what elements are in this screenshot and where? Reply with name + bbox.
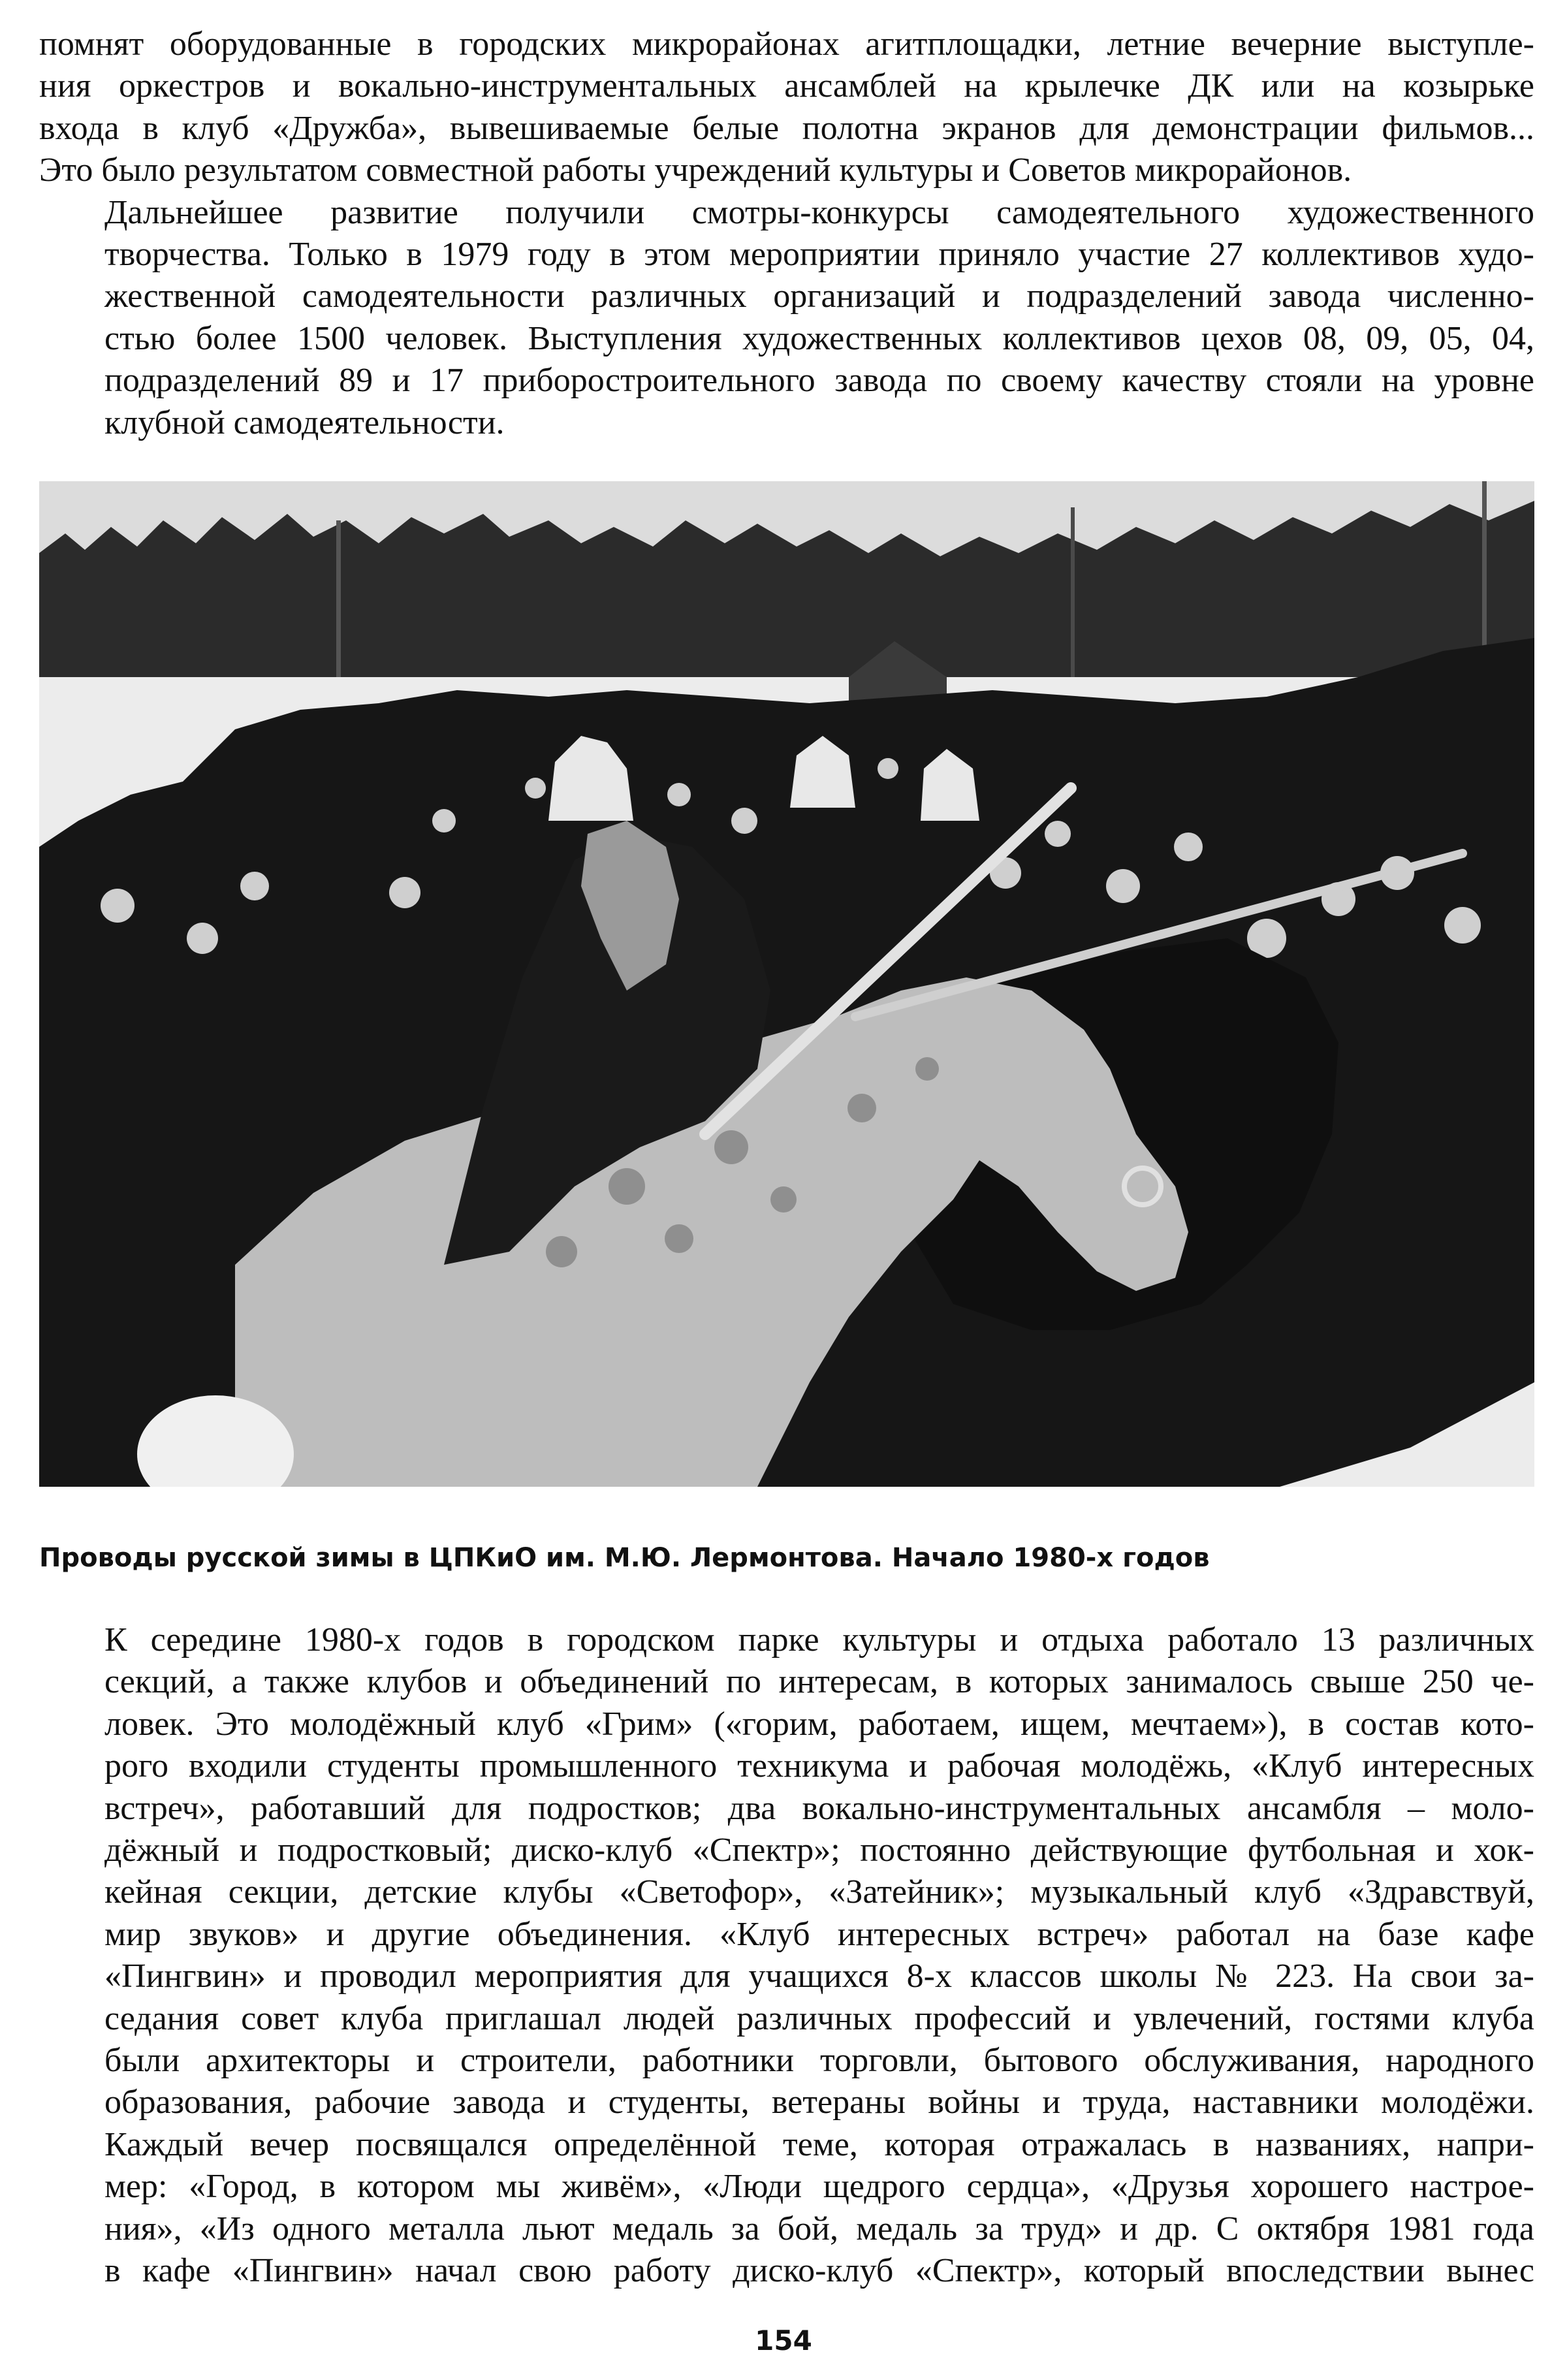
text-line: образования, рабочие завода и студенты, ветераны войны и труда, наставники молодёжи. [104, 2084, 1534, 2121]
text-line: Каждый вечер посвящался определённой теме, которая отражалась в названиях, напри- [104, 2125, 1534, 2163]
text-line: творчества. Только в 1979 году в этом мероприятии приняло участие 27 коллективов худо- [104, 236, 1534, 274]
text-line: секций, а также клубов и объединений по интересам, в которых занималось свыше 250 че- [104, 1663, 1534, 1701]
text-line: ния», «Из одного металла льют медаль за бой, медаль за труд» и др. С октября 1981 года [104, 2210, 1534, 2247]
photo-caption: Проводы русской зимы в ЦПКиО им. М.Ю. Лермонтова. Начало 1980-х годов [39, 1543, 1210, 1573]
paragraph [39, 1619, 1534, 2293]
text-line: ловек. Это молодёжный клуб «Грим» («горим, работаем, ищем, мечтаем»), в состав кото- [104, 1705, 1534, 1743]
paragraph [39, 192, 1534, 444]
text-line: рого входили студенты промышленного техникума и рабочая молодёжь, «Клуб интересных [104, 1747, 1534, 1785]
text-line: ния оркестров и вокально-инструментальных ансамблей на крылечке ДК или на козырьке [39, 67, 1534, 105]
body-text-top [39, 24, 1534, 444]
text-line: мер: «Город, в котором мы живём», «Люди щедрого сердца», «Друзья хорошего настрое- [104, 2168, 1534, 2206]
text-line: «Пингвин» и проводил мероприятия для учащихся 8-х классов школы № 223. На свои за- [104, 1958, 1534, 1995]
text-line: Это было результатом совместной работы учреждений культуры и Советов микрорайонов. [39, 151, 1352, 189]
text-line: клубной самодеятельности. [104, 404, 505, 441]
text-line: помнят оборудованные в городских микрорайонах агитплощадки, летние вечерние выступле- [39, 25, 1534, 63]
winter-festival-photo [39, 481, 1534, 1487]
text-line: в кафе «Пингвин» начал свою работу диско-клуб «Спектр», который впоследствии вынес [104, 2252, 1534, 2290]
text-line: Дальнейшее развитие получили смотры-конкурсы самодеятельного художественного [104, 193, 1534, 231]
body-text-bottom [39, 1619, 1534, 2293]
text-line: седания совет клуба приглашал людей различных профессий и увлечений, гостями клуба [104, 1999, 1534, 2037]
text-line: стью более 1500 человек. Выступления художественных коллективов цехов 08, 09, 05, 04, [104, 319, 1534, 357]
text-line: дёжный и подростковый; диско-клуб «Спектр»; постоянно действующие футбольная и хок- [104, 1832, 1534, 1869]
text-line: кейная секции, детские клубы «Светофор», «Затейник»; музыкальный клуб «Здравствуй, [104, 1873, 1534, 1911]
text-line: К середине 1980-х годов в городском парке культуры и отдыха работало 13 различных [104, 1621, 1534, 1658]
photo-illustration [39, 481, 1534, 1487]
text-line: подразделений 89 и 17 приборостроительного завода по своему качеству стояли на уровне [104, 362, 1534, 400]
text-line: были архитекторы и строители, работники торговли, бытового обслуживания, народного [104, 2042, 1534, 2080]
page-number: 154 [755, 2324, 812, 2356]
text-line: входа в клуб «Дружба», вывешиваемые белые полотна экранов для демонстрации фильмов... [39, 109, 1534, 147]
text-line: встреч», работавший для подростков; два вокально-инструментальных ансамбля – моло- [104, 1789, 1534, 1827]
text-line: мир звуков» и другие объединения. «Клуб интересных встреч» работал на базе кафе [104, 1915, 1534, 1953]
paragraph [39, 24, 1534, 192]
text-line: жественной самодеятельности различных организаций и подразделений завода численно- [104, 278, 1534, 315]
